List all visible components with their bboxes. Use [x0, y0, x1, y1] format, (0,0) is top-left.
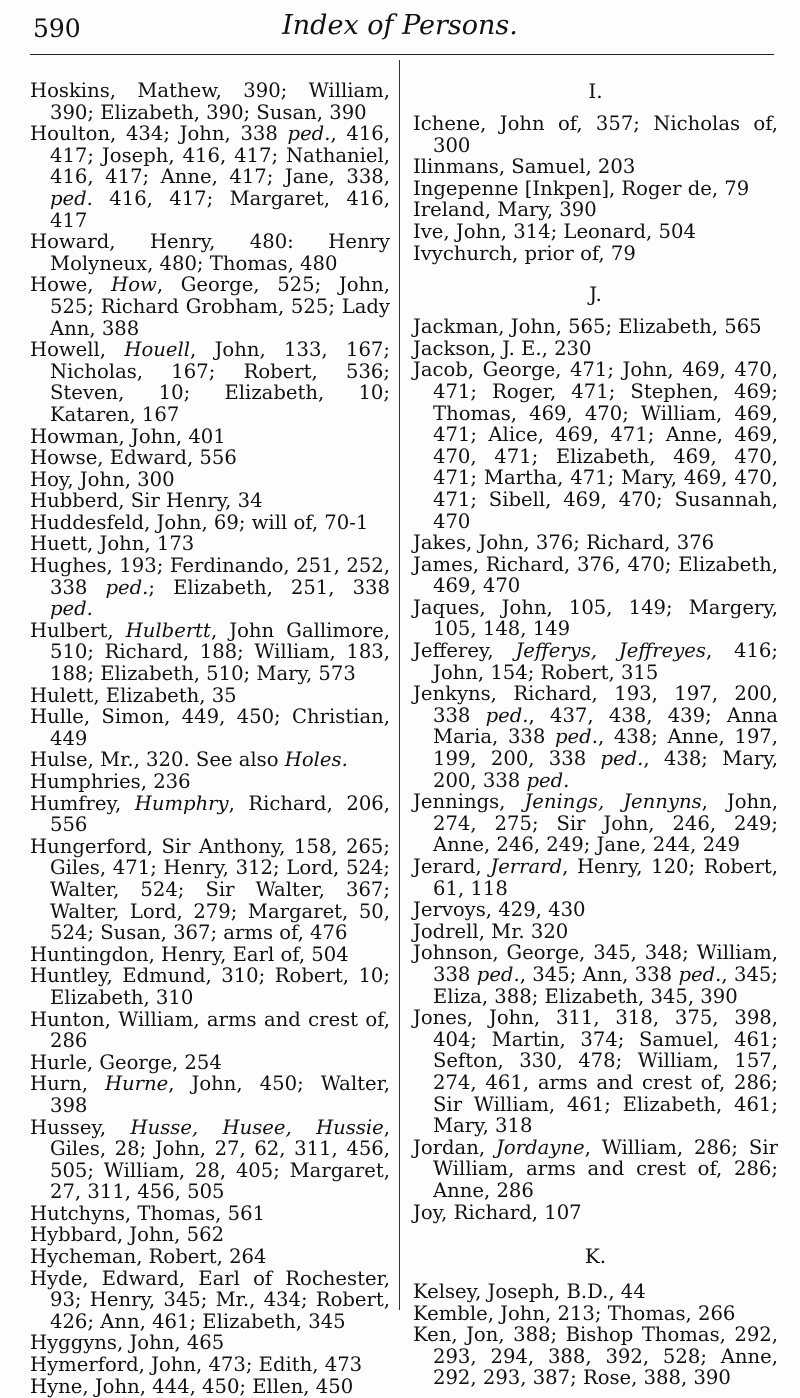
index-entry-text: Ken, Jon, 388; Bishop Thomas, 292, 293, 294, 388, 392, 528; Anne, 292, 293, 387; Rose, 388, 390 — [413, 1323, 778, 1390]
index-entry — [30, 1354, 390, 1376]
index-entry — [30, 469, 390, 491]
index-entry-variant: ped. — [526, 768, 570, 792]
section-letter-k: K. — [584, 1244, 607, 1269]
index-entry-text: , 438; Anne, 197, 199, 200, 338 — [433, 725, 778, 771]
index-entry — [413, 316, 778, 338]
index-entry-variant: ped. — [555, 725, 598, 749]
index-entry — [413, 178, 778, 200]
index-entry-variant: ped. — [50, 186, 93, 210]
index-entry-variant: Jenings, Jennyns — [524, 790, 702, 814]
header-rule — [30, 54, 774, 55]
index-entry — [413, 1324, 778, 1389]
left-column — [30, 80, 390, 1397]
index-entry — [30, 685, 390, 707]
index-entry-text: , 438; Mary, 200, 338 — [433, 747, 778, 792]
index-entry-text: Jacob, George, 471; John, 469, 470, 471; Roger, 471; Stephen, 469; Thomas, 469, 470; William, 469, 471; Alice, 469, 471; Anne, 469, 470, 471; Elizabeth, 469, 470, 471; Martha, 471; Mary, 469, 470, 471; Sibell, 469, 470; Susannah, 470 — [413, 358, 778, 533]
index-entry-variant: ped. — [600, 747, 644, 771]
index-entry-variant: Husse, Husee, Hussie — [130, 1115, 384, 1139]
index-entry-text: Hulse, Mr., 320. See also — [30, 748, 285, 772]
index-entry-text: Humphries, 236 — [30, 770, 191, 793]
index-entry-text: Howman, John, 401 — [30, 424, 226, 448]
index-entry — [30, 1246, 390, 1268]
index-entry-variant: Jefferys, Jeffreyes — [515, 639, 706, 663]
index-entry — [30, 512, 390, 534]
index-entry — [30, 771, 390, 793]
index-entry — [30, 1332, 390, 1354]
index-entry — [413, 1137, 778, 1202]
index-entry-text: Ilinmans, Samuel, 203 — [413, 155, 636, 179]
index-entry-variant: ped. — [50, 597, 93, 621]
index-entry — [413, 532, 778, 554]
index-entry — [413, 921, 778, 943]
index-entry-text: Ichene, John of, 357; Nicholas of, 300 — [413, 112, 778, 157]
index-entry — [413, 338, 778, 360]
index-entry-text: , Giles, 28; John, 27, 62, 311, 456, 505; William, 28, 405; Margaret, 27, 311, 456, 505 — [50, 1115, 390, 1204]
index-entry-text: Kemble, John, 213; Thomas, 266 — [413, 1301, 736, 1325]
index-entry-text: Huntley, Edmund, 310; Robert, 10; Elizabeth, 310 — [30, 964, 390, 1009]
index-entry-text: Hyggyns, John, 465 — [30, 1331, 225, 1355]
index-entry-text: Humfrey, — [30, 791, 135, 815]
index-entry-text: 416, 417; Margaret, 416, 417 — [50, 186, 390, 232]
index-entry-text: Hutchyns, Thomas, 561 — [30, 1201, 266, 1225]
index-entry-text: Huntingdon, Henry, Earl of, 504 — [30, 942, 349, 966]
index-entry-text: , George, 525; John, 525; Richard Grobham, 525; Lady Ann, 388 — [50, 273, 390, 340]
index-entry — [30, 1203, 390, 1225]
index-entry-text: Jervoys, 429, 430 — [413, 898, 586, 922]
index-entry-variant: Humphry — [134, 791, 229, 815]
index-entry-text: Hulle, Simon, 449, 450; Christian, 449 — [30, 705, 390, 750]
section-letter-j: J. — [589, 282, 602, 307]
index-entry — [30, 1224, 390, 1246]
index-entry-text: Jenkyns, Richard, 193, 197, 200, 338 — [413, 682, 778, 727]
index-entry — [413, 1281, 778, 1303]
index-entry — [30, 274, 390, 339]
index-entry-text: Hyne, John, 444, 450; Ellen, 450 — [30, 1374, 354, 1398]
index-entry — [413, 942, 778, 1007]
index-entry-text: , 345; Eliza, 388; Elizabeth, 345, 390 — [433, 962, 778, 1008]
index-entry-text: Hulett, Elizabeth, 35 — [30, 683, 237, 707]
index-entry — [413, 554, 778, 597]
index-entry — [413, 899, 778, 921]
index-entry-text: ; Elizabeth, 251, 338 — [148, 575, 390, 599]
index-entry-text: Hulbert, — [30, 618, 126, 642]
index-entry-text: Howe, — [30, 273, 112, 297]
index-entry — [30, 1268, 390, 1333]
index-entry — [413, 683, 778, 791]
index-entry — [413, 1202, 778, 1224]
index-entry-variant: Hulbertt — [125, 618, 211, 642]
index-entry-text: Jerard, — [413, 855, 491, 878]
index-entry — [413, 199, 778, 221]
index-entry — [30, 447, 390, 469]
index-entry — [413, 221, 778, 243]
index-entry-text: , John Gallimore, 510; Richard, 188; William, 183, 188; Elizabeth, 510; Mary, 573 — [50, 618, 390, 686]
index-entry-text: , 437, 438, 439; Anna Maria, 338 — [433, 703, 778, 749]
index-entry — [30, 836, 390, 944]
page-number: 590 — [33, 14, 81, 43]
index-entry — [413, 791, 778, 856]
index-entry-text: Hyde, Edward, Earl of Rochester, 93; Henry, 345; Mr., 434; Robert, 426; Ann, 461; Elizabeth, 345 — [30, 1266, 390, 1333]
index-entry — [413, 640, 778, 683]
index-entry-text: Hycheman, Robert, 264 — [30, 1245, 267, 1269]
index-entry — [30, 1073, 390, 1116]
index-entry — [30, 1052, 390, 1074]
right-column — [413, 80, 778, 1389]
index-entry-text: Hubberd, Sir Henry, 34 — [30, 489, 263, 513]
index-entry — [413, 113, 778, 156]
index-entry-text: Jakes, John, 376; Richard, 376 — [413, 531, 715, 555]
index-entry — [30, 793, 390, 836]
index-entry — [30, 944, 390, 966]
index-entry — [30, 965, 390, 1008]
index-entry-text: Hussey, — [30, 1115, 131, 1139]
section-i-entries — [413, 113, 778, 264]
index-entry — [30, 426, 390, 448]
index-entry-variant: Jerrard — [490, 855, 563, 878]
index-entry-variant: Houell — [124, 338, 190, 362]
index-entry — [413, 1303, 778, 1325]
index-entry-variant: Hurne — [104, 1072, 169, 1096]
index-entry-variant: ped. — [476, 962, 520, 986]
index-entry-text: Howard, Henry, 480: Henry Molyneux, 480; Thomas, 480 — [30, 230, 390, 275]
index-entry-text: Huett, John, 173 — [30, 532, 195, 556]
section-k-entries — [413, 1281, 778, 1389]
index-entry-text: , 416; John, 154; Robert, 315 — [433, 639, 778, 684]
index-entry — [413, 1007, 778, 1137]
index-entry-text: , Richard, 206, 556 — [50, 791, 390, 837]
index-entry-text: Ivychurch, prior of, 79 — [413, 241, 636, 265]
index-entry-variant: ped. — [485, 703, 529, 727]
index-entry-text: , William, 286; Sir William, arms and crest of, 286; Anne, 286 — [433, 1135, 778, 1202]
index-entry-text: , 416, 417; Joseph, 416, 417; Nathaniel, 416, 417; Anne, 417; Jane, 338, — [50, 122, 390, 189]
section-letter-i: I. — [588, 79, 603, 103]
index-entry-text: Howse, Edward, 556 — [30, 446, 237, 470]
index-entry — [30, 1376, 390, 1398]
index-entry — [413, 597, 778, 640]
index-entry — [30, 533, 390, 555]
index-entry-variant: ped. — [287, 122, 331, 146]
index-entry — [30, 749, 390, 771]
index-entry-text: Jodrell, Mr. 320 — [413, 919, 569, 943]
index-entry-text: Hunton, William, arms and crest of, 286 — [30, 1007, 390, 1053]
index-entry-text: Jennings, — [413, 790, 525, 814]
index-entry-text: Hurn, — [30, 1072, 105, 1096]
index-entry — [413, 243, 778, 265]
index-entry — [30, 231, 390, 274]
index-entry-text: Ireland, Mary, 390 — [413, 198, 597, 222]
index-entry-text: Johnson, George, 345, 348; William, 338 — [413, 941, 778, 986]
index-entry — [30, 123, 390, 231]
index-entry-text: Jaques, John, 105, 149; Margery, 105, 148, 149 — [413, 595, 778, 641]
index-entry — [413, 359, 778, 532]
index-entry-variant: ped. — [105, 575, 149, 599]
index-entry-text: James, Richard, 376, 470; Elizabeth, 469, 470 — [413, 552, 778, 598]
index-entry-text: Howell, — [30, 338, 125, 362]
running-title: Index of Persons. — [282, 10, 518, 41]
index-entry-text: , John, 133, 167; Nicholas, 167; Robert, 536; Steven, 10; Elizabeth, 10; Kataren, 167 — [50, 338, 390, 426]
index-entry — [30, 555, 390, 620]
index-entry-variant: Jordayne — [496, 1135, 585, 1159]
page-header — [0, 0, 800, 56]
index-entry-text: Ingepenne [Inkpen], Roger de, 79 — [413, 176, 750, 200]
index-entry — [413, 856, 778, 899]
index-entry-variant: ped. — [678, 962, 722, 986]
index-entry-text: Hoy, John, 300 — [30, 467, 175, 491]
index-entry — [30, 1009, 390, 1052]
column-divider — [399, 60, 400, 1310]
index-entry-text: , Henry, 120; Robert, 61, 118 — [433, 855, 778, 900]
index-entry — [30, 706, 390, 749]
index-entry — [30, 1117, 390, 1203]
index-entry-text: Hurle, George, 254 — [30, 1050, 222, 1074]
index-entry — [413, 156, 778, 178]
index-entry — [30, 339, 390, 425]
index-entry — [30, 620, 390, 685]
index-entry-text: Ive, John, 314; Leonard, 504 — [413, 219, 696, 243]
index-entry-text: Huddesfeld, John, 69; will of, 70-1 — [30, 510, 369, 534]
index-entry-text: Hungerford, Sir Anthony, 158, 265; Giles, 471; Henry, 312; Lord, 524; Walter, 524; Sir Walter, 367; Walter, Lord, 279; Margaret, 50, 524; Susan, 367; arms of, 476 — [30, 834, 390, 945]
index-entry-text: Joy, Richard, 107 — [413, 1200, 582, 1224]
index-entry-text: Jefferey, — [413, 639, 516, 663]
index-entry — [30, 80, 390, 123]
index-entry — [30, 490, 390, 512]
section-j-entries — [413, 316, 778, 1223]
index-entry-variant: Holes. — [284, 748, 348, 772]
index-entry-text: Hughes, 193; Ferdinando, 251, 252, 338 — [30, 554, 390, 599]
index-entry-text: Hybbard, John, 562 — [30, 1223, 225, 1247]
index-entry-text: Jackman, John, 565; Elizabeth, 565 — [413, 315, 762, 339]
index-entry-text: Jones, John, 311, 318, 375, 398, 404; Martin, 374; Samuel, 461; Sefton, 330, 478; William, 157, 274, 461, arms and crest of, 286; Sir William, 461; Elizabeth, 461; Mary, 318 — [413, 1006, 778, 1138]
index-entry-text: , John, 450; Walter, 398 — [50, 1072, 391, 1117]
index-entry-text: Kelsey, Joseph, B.D., 44 — [413, 1280, 646, 1304]
index-entry-text: , John, 274, 275; Sir John, 246, 249; Anne, 246, 249; Jane, 244, 249 — [433, 790, 778, 857]
index-entry-variant: How — [111, 273, 157, 297]
index-entry-text: Jordan, — [413, 1135, 497, 1159]
index-entry-text: Hoskins, Mathew, 390; William, 390; Elizabeth, 390; Susan, 390 — [30, 79, 390, 124]
index-entry-text: Houlton, 434; John, 338 — [30, 122, 288, 146]
index-entry-text: Jackson, J. E., 230 — [413, 336, 592, 360]
index-entry-text: , 345; Ann, 338 — [519, 962, 679, 986]
index-entry-text: Hymerford, John, 473; Edith, 473 — [30, 1353, 363, 1377]
